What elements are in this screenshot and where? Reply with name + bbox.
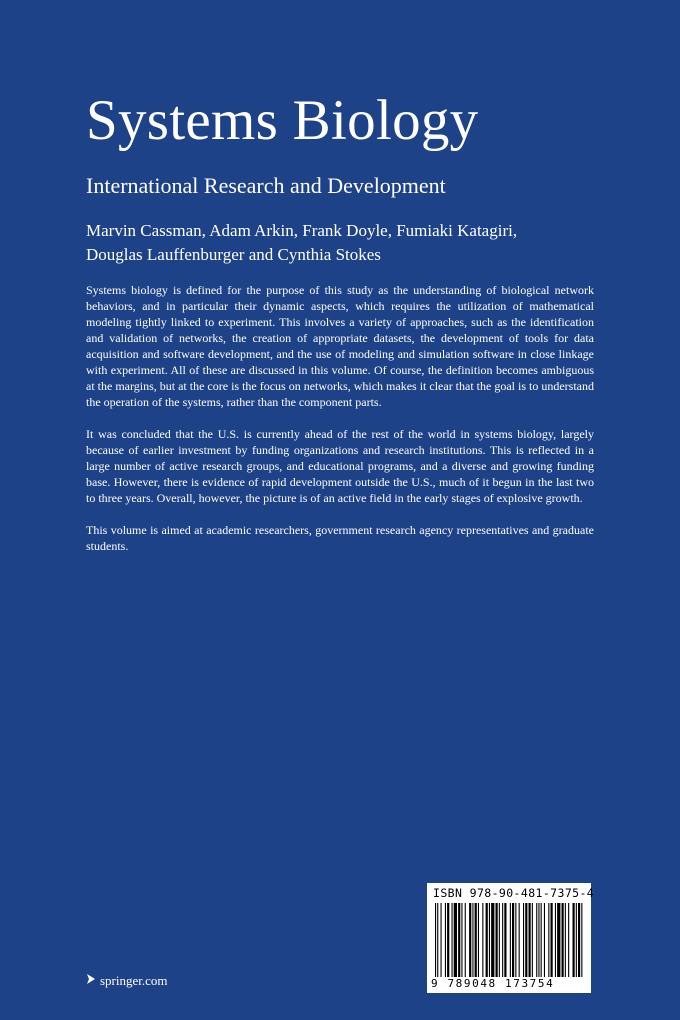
publisher-link (86, 973, 168, 989)
barcode-bar (557, 903, 560, 977)
barcode-bar (525, 903, 527, 977)
barcode-bar (472, 903, 473, 977)
barcode-bar (469, 903, 471, 977)
authors-line-1: Marvin Cassman, Adam Arkin, Frank Doyle, Fumiaki Katagiri, (86, 221, 518, 240)
blurb-paragraph-1: Systems biology is defined for the purpose of this study as the understanding of biological network behaviors, and in particular their dynamic aspects, which requires the utilization of mathematical modeling tightly linked to experiment. This involves a variety of approaches, such as the identification and validation of networks, the creation of appropriate datasets, the development of tools for data acquisition and software development, and the use of modeling and simulation software in close linkage with experiment. All of these are discussed in this volume. Of course, the definition becomes ambiguous at the margins, but at the core is the focus on networks, which makes it clear that the goal is to understand the operation of the systems, rather than the component parts. (86, 283, 594, 409)
barcode-bar (499, 903, 500, 977)
barcode-bar (578, 903, 580, 977)
blurb (86, 282, 594, 570)
barcode-bar (510, 903, 511, 977)
barcode-bar (496, 903, 498, 977)
barcode-bar (523, 903, 524, 977)
barcode-bar (541, 903, 542, 977)
barcode-bar (491, 903, 494, 977)
barcode-bar (447, 903, 449, 977)
barcode-bar (441, 903, 442, 977)
barcode-bar (482, 903, 483, 977)
barcode-bar (452, 903, 453, 977)
barcode-bar (458, 903, 460, 977)
barcode-bar (562, 903, 564, 977)
barcode-bar (576, 903, 577, 977)
barcode-bar (519, 903, 520, 977)
barcode-bars (435, 903, 583, 977)
isbn-label: ISBN 978-90-481-7375-4 (433, 886, 595, 900)
book-title: Systems Biology (86, 89, 479, 152)
barcode-bar (502, 903, 503, 977)
barcode-bar (565, 903, 566, 977)
barcode-bar (437, 903, 438, 977)
barcode-bar (555, 903, 556, 977)
barcode-bar (465, 903, 466, 977)
barcode-bar (544, 903, 545, 977)
barcode-bar (573, 903, 575, 977)
barcode-bar (475, 903, 477, 977)
barcode-bar (512, 903, 514, 977)
barcode-bar (478, 903, 479, 977)
barcode-bar (532, 903, 533, 977)
barcode-bar (536, 903, 537, 977)
barcode-bar (461, 903, 462, 977)
barcode-bar (435, 903, 436, 977)
publisher-url: springer.com (100, 973, 168, 988)
barcode-bar (548, 903, 549, 977)
blurb-paragraph-2: It was concluded that the U.S. is currently ahead of the rest of the world in systems biology, largely because of earlier investment by funding organizations and research institutions. This is reflected in a large number of active research groups, and educational programs, and a diverse and growing funding base. However, there is evidence of rapid development outside the U.S., much of it begun in the last two to three years. Overall, however, the picture is of an active field in the early stages of explosive growth. (86, 427, 594, 505)
barcode-bar (504, 903, 506, 977)
barcode-bar (515, 903, 516, 977)
authors-block (86, 219, 517, 267)
barcode-bar (568, 903, 569, 977)
authors-line-2: Douglas Lauffenburger and Cynthia Stokes (86, 245, 381, 264)
barcode-bar (581, 903, 582, 977)
blurb-paragraph-3: This volume is aimed at academic researchers, government research agency representatives and graduate students. (86, 523, 594, 553)
barcode-bar (551, 903, 553, 977)
barcode-bar (486, 903, 488, 977)
barcode-digits: 9 789048 173754 (431, 977, 555, 990)
barcode-bar (445, 903, 446, 977)
isbn-barcode (427, 883, 595, 993)
chevron-right-icon (86, 973, 96, 989)
barcode-bar (538, 903, 539, 977)
barcode-bar (529, 903, 531, 977)
barcode-bar (454, 903, 457, 977)
book-subtitle: International Research and Development (86, 173, 446, 198)
barcode-bar (489, 903, 490, 977)
